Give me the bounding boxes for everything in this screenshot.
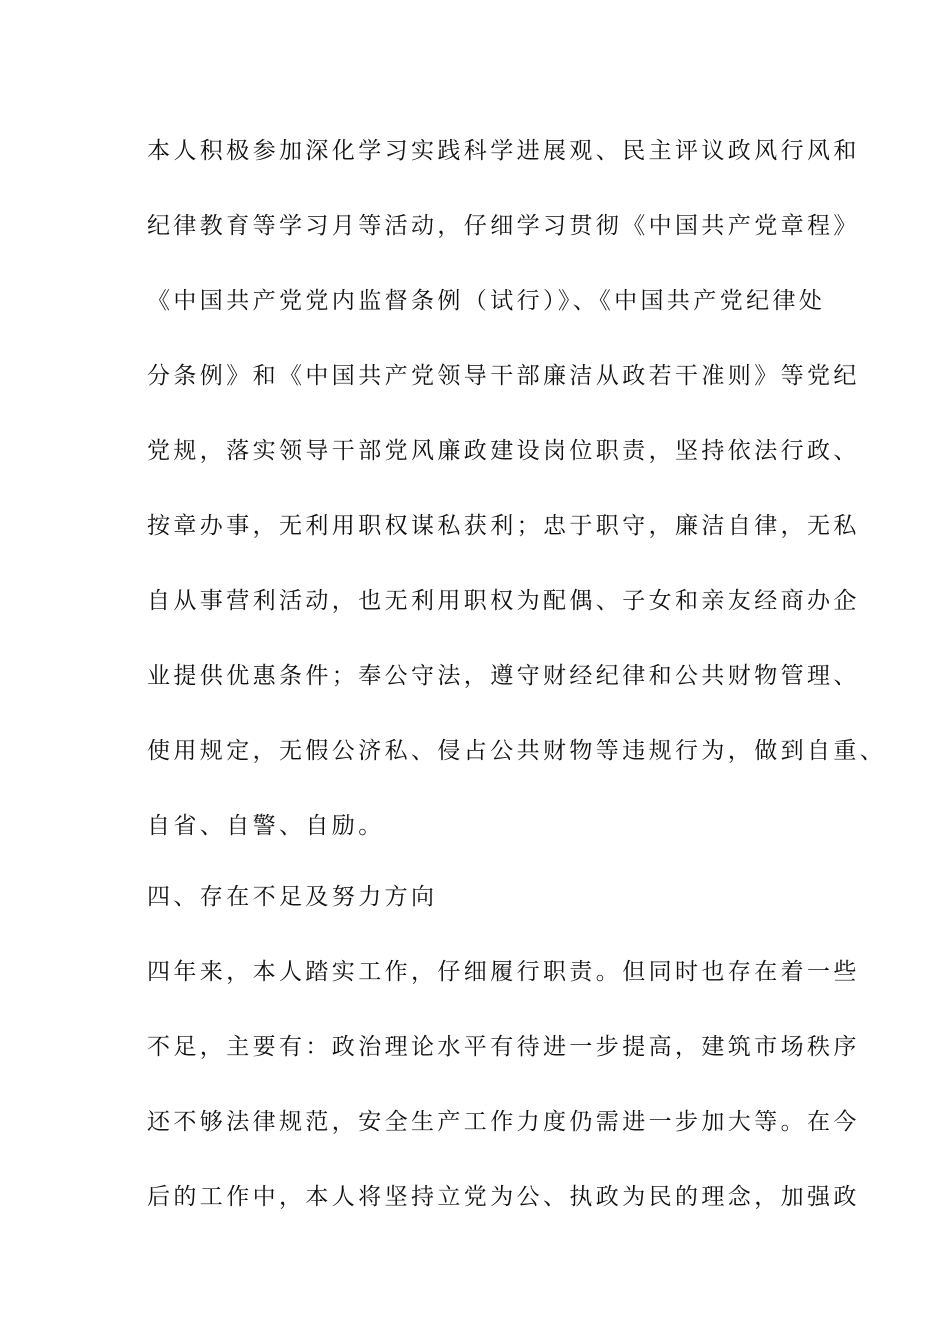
paragraph-line: 自省、自警、自励。 (147, 813, 385, 839)
paragraph-line: 本人积极参加深化学习实践科学进展观、民主评议政风行风和 (147, 138, 860, 164)
paragraph-line: 《中国共产党党内监督条例（试行）》、《中国共产党纪律处 (147, 288, 826, 314)
paragraph-line: 自从事营利活动，也无利用职权为配偶、子女和亲友经商办企 (147, 588, 860, 614)
paragraph-line: 还不够法律规范，安全生产工作力度仍需进一步加大等。在今 (147, 1109, 860, 1135)
paragraph-line: 不足，主要有：政治理论水平有待进一步提高，建筑市场秩序 (147, 1034, 860, 1060)
paragraph-line: 后的工作中，本人将坚持立党为公、执政为民的理念，加强政 (147, 1184, 860, 1210)
paragraph-line: 业提供优惠条件；奉公守法，遵守财经纪律和公共财物管理、 (147, 663, 860, 689)
paragraph-line: 纪律教育等学习月等活动，仔细学习贯彻《中国共产党章程》 (147, 213, 860, 239)
paragraph-line: 使用规定，无假公济私、侵占公共财物等违规行为，做到自重、 (147, 738, 887, 764)
paragraph-line: 党规，落实领导干部党风廉政建设岗位职责，坚持依法行政、 (147, 438, 860, 464)
paragraph-line: 按章办事，无利用职权谋私获利；忠于职守，廉洁自律，无私 (147, 513, 860, 539)
paragraph-line: 四年来，本人踏实工作，仔细履行职责。但同时也存在着一些 (147, 959, 860, 985)
paragraph-line: 分条例》和《中国共产党领导干部廉洁从政若干准则》等党纪 (147, 363, 860, 389)
section-heading: 四、存在不足及努力方向 (147, 884, 438, 910)
